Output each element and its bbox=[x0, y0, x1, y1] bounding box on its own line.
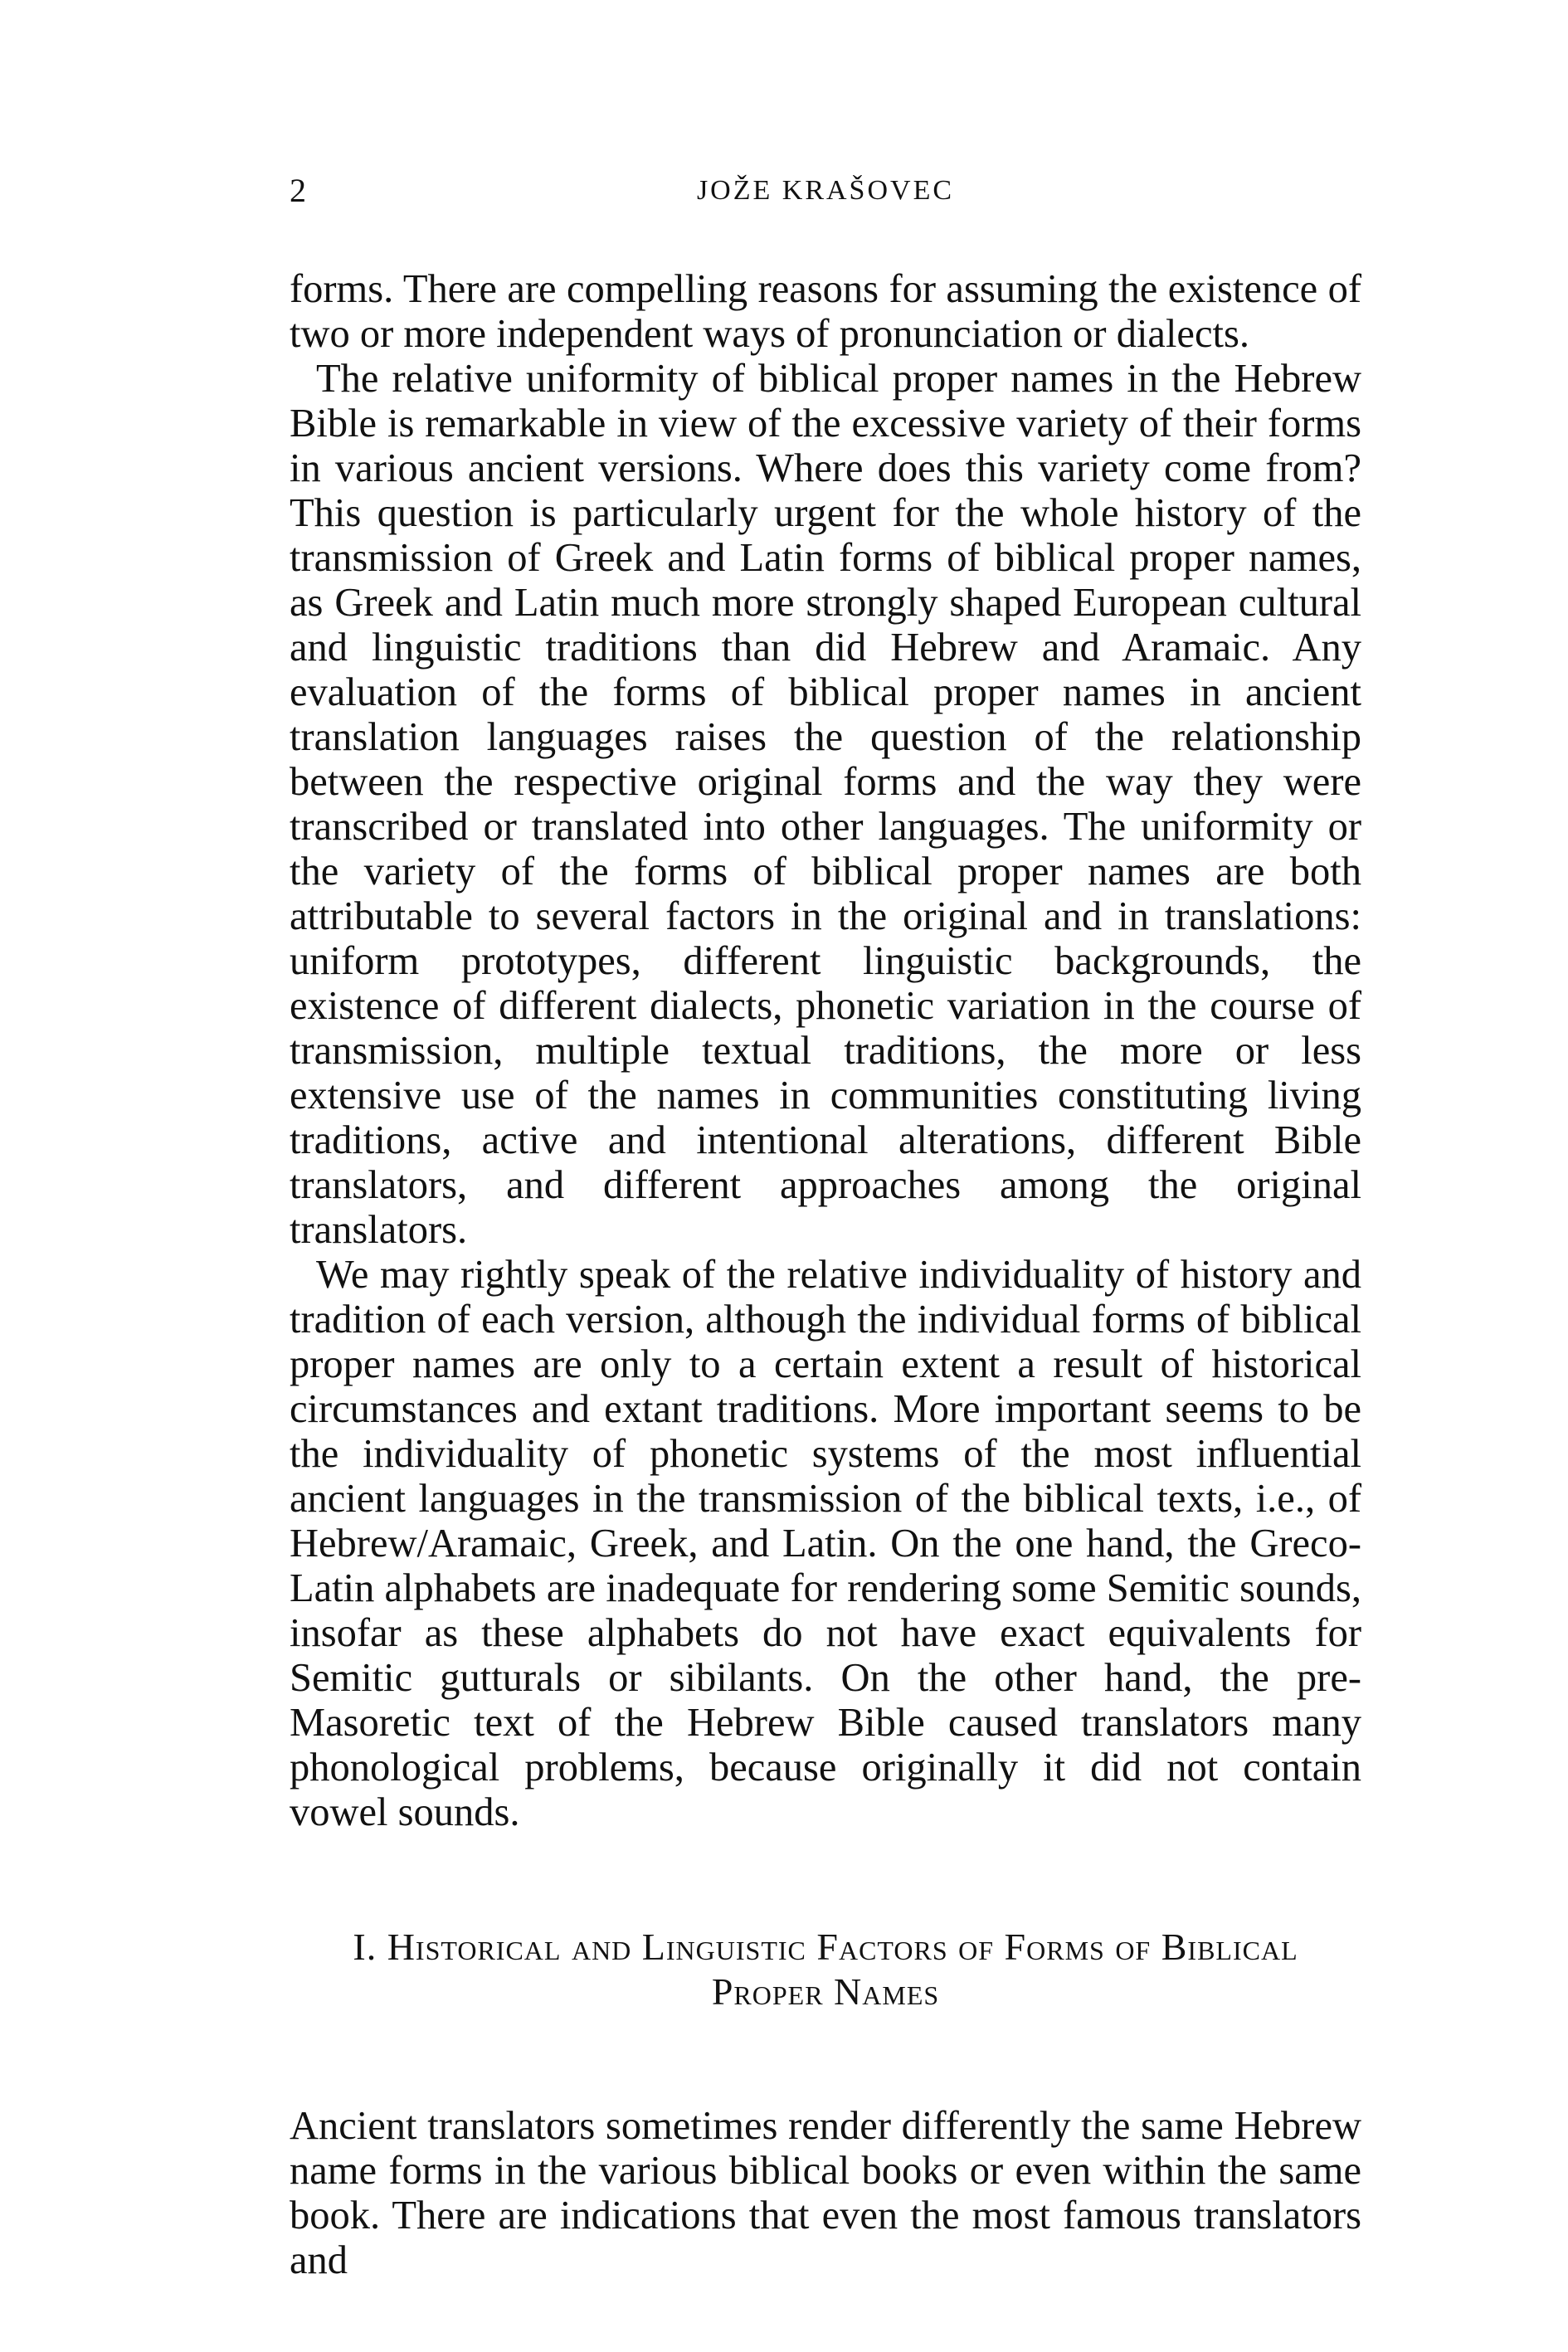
page-number: 2 bbox=[290, 172, 306, 209]
section-heading-line-1: I. Historical and Linguistic Factors of Forms of Biblical bbox=[353, 1926, 1298, 1968]
running-head bbox=[290, 166, 1361, 216]
book-page bbox=[290, 166, 1361, 2283]
body-text bbox=[290, 267, 1361, 1835]
paragraph-ancient-translators: Ancient translators sometimes render differently the same Hebrew name forms in the various biblical books or even within the same book. There are indications that even the most famous translators and bbox=[290, 2104, 1361, 2282]
section-heading-line-2: Proper Names bbox=[711, 1970, 940, 2013]
section-heading bbox=[290, 1925, 1361, 2014]
paragraph-uniformity: The relative uniformity of biblical proper names in the Hebrew Bible is remarkable in view of the excessive variety of their forms in various ancient versions. Where does this variety come from? This question is particularly urgent for the whole history of the transmission of Greek and Latin forms of biblical proper names, as Greek and Latin much more strongly shaped European cultural and linguistic traditions than did Hebrew and Aramaic. Any evaluation of the forms of biblical proper names in ancient translation languages raises the question of the relationship between the respective original forms and the way they were transcribed or translated into other languages. The uniformity or the variety of the forms of biblical proper names are both attributable to several factors in the original and in translations: uniform prototypes, different linguistic backgrounds, the existence of different dialects, phonetic variation in the course of transmission, multiple textual traditions, the more or less extensive use of the names in communities constituting living traditions, active and intentional alterations, different Bible translators, and different approaches among the original translators. bbox=[290, 357, 1361, 1252]
running-head-author: JOŽE KRAŠOVEC bbox=[696, 175, 955, 206]
section-body bbox=[290, 2104, 1361, 2283]
paragraph-continuation: forms. There are compelling reasons for assuming the existence of two or more independent ways of pronunciation or dialects. bbox=[290, 267, 1361, 356]
paragraph-individuality: We may rightly speak of the relative individuality of history and tradition of each version, although the individual forms of biblical proper names are only to a certain extent a result of historical circumstances and extant traditions. More important seems to be the individuality of phonetic systems of the most influential ancient languages in the transmission of the biblical texts, i.e., of Hebrew/Aramaic, Greek, and Latin. On the one hand, the Greco-Latin alphabets are inadequate for rendering some Semitic sounds, insofar as these alphabets do not have exact equivalents for Semitic gutturals or sibilants. On the other hand, the pre-Masoretic text of the Hebrew Bible caused translators many phonological problems, because originally it did not contain vowel sounds. bbox=[290, 1253, 1361, 1834]
